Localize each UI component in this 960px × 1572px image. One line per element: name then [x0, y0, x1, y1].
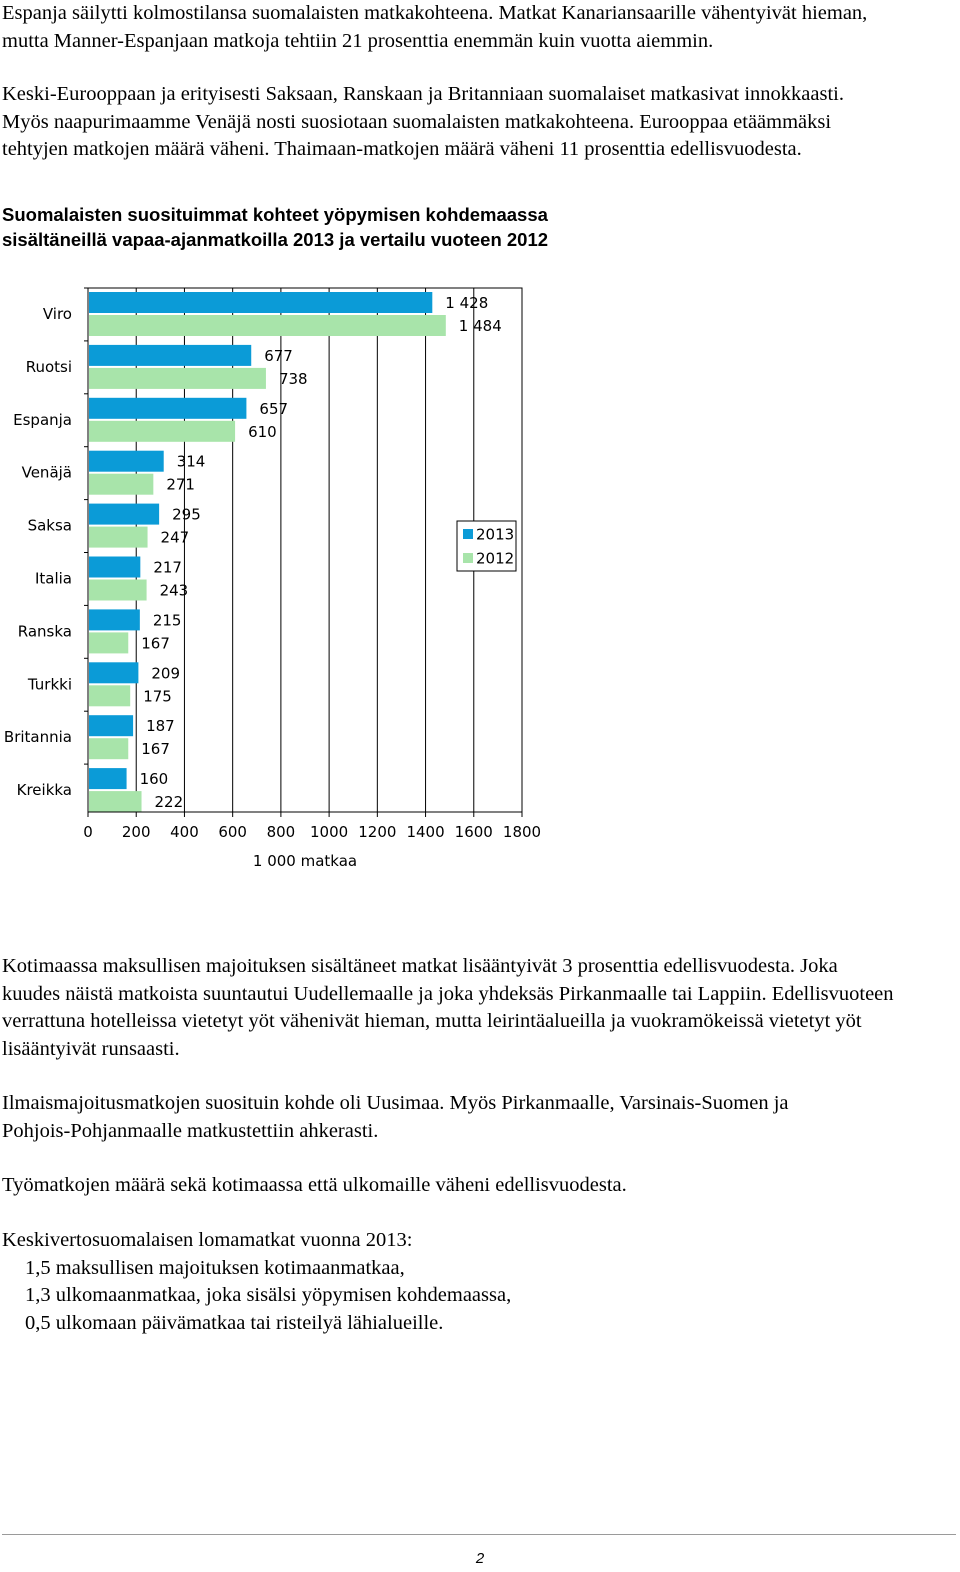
data-label: 271 [166, 475, 195, 494]
bar-2012 [89, 527, 148, 548]
x-tick-label: 1200 [358, 823, 397, 841]
data-label: 1 484 [458, 317, 502, 335]
category-label: Saksa [27, 516, 72, 535]
text-line: Ilmaismajoitusmatkojen suosituin kohde oli Uusimaa. Myös Pirkanmaalle, Varsinais-Suomen ja [2, 1092, 789, 1114]
category-label: Viro [42, 305, 72, 323]
data-label: 167 [141, 634, 170, 653]
bar-2012 [89, 474, 153, 495]
bar-2012 [89, 421, 235, 442]
text-line: tehtyjen matkojen määrä väheni. Thaimaan-matkojen määrä väheni 11 prosenttia edellisvuodesta. [2, 138, 802, 160]
data-label: 657 [259, 399, 289, 418]
bar-2012 [89, 315, 446, 336]
data-label: 215 [152, 611, 182, 630]
chart-title-line: sisältäneillä vapaa-ajanmatkoilla 2013 ja vertailu vuoteen 2012 [2, 229, 549, 250]
category-label: Italia [34, 569, 72, 588]
chart-title [2, 202, 548, 252]
bar-2013 [89, 292, 432, 313]
chart-axes [4, 288, 541, 870]
europe-paragraph [2, 81, 958, 164]
data-label: 222 [154, 793, 184, 812]
data-label: 247 [160, 528, 190, 547]
page-number: 2 [475, 1550, 485, 1567]
data-label: 738 [278, 369, 308, 388]
bar-2013 [89, 557, 140, 578]
average-item: 0,5 ulkomaan päivämatkaa tai risteilyä lähialueille. [25, 1311, 444, 1334]
average-item: 1,3 ulkomaanmatkaa, joka sisälsi yöpymisen kohdemaassa, [25, 1284, 512, 1306]
category-label: Ranska [17, 622, 72, 641]
free-lodging-paragraph [2, 1090, 958, 1145]
bar-2013 [89, 609, 140, 630]
data-label: 175 [143, 687, 172, 706]
text-line: Espanja säilytti kolmostilansa suomalaisten matkakohteena. Matkat Kanariansaarille vähentyivät hieman, [2, 2, 868, 24]
category-label: Espanja [13, 410, 72, 429]
bar-2012 [89, 632, 128, 653]
category-label: Turkki [27, 675, 72, 694]
work-trips-paragraph [2, 1172, 958, 1200]
text-line: verrattuna hotelleissa vietetyt yöt vähenivät hieman, mutta leirintäalueilla ja vuokramökeissä vietetyt yöt [2, 1010, 862, 1032]
bar-2013 [89, 768, 127, 789]
bar-2013 [89, 504, 159, 525]
chart-legend [457, 521, 516, 571]
text-line: lisääntyivät runsaasti. [2, 1037, 180, 1060]
x-tick-label: 200 [121, 823, 151, 841]
text-line: mutta Manner-Espanjaan matkoja tehtiin 21 prosenttia enemmän kuin vuotta aiemmin. [2, 29, 714, 52]
bar-2012 [89, 738, 128, 759]
average-traveller-paragraph [2, 1227, 958, 1337]
category-label: Ruotsi [25, 357, 72, 376]
text-line: Myös naapurimaamme Venäjä nosti suosiotaan suomalaisten matkakohteena. Eurooppaa etäämmäksi [2, 110, 832, 133]
data-label: 217 [153, 558, 182, 577]
legend-label: 2013 [476, 525, 515, 544]
category-label: Britannia [3, 728, 72, 747]
x-tick-label: 1000 [310, 823, 349, 841]
x-tick-label: 1400 [406, 823, 445, 841]
data-label: 243 [159, 581, 189, 600]
destinations-bar-chart [0, 260, 560, 880]
x-tick-label: 400 [170, 823, 199, 841]
intro-paragraph [2, 0, 958, 55]
data-label: 160 [139, 770, 169, 789]
text-line: Pohjois-Pohjanmaalle matkustettiin ahkerasti. [2, 1119, 379, 1142]
data-label: 167 [141, 740, 170, 759]
data-label: 610 [248, 422, 277, 441]
data-label: 1 428 [445, 294, 489, 312]
text-line: Keski-Eurooppaan ja erityisesti Saksaan, Ranskaan ja Britanniaan suomalaiset matkasivat innokkaasti. [2, 83, 844, 105]
legend-swatch-2012 [463, 553, 473, 563]
chart-title-line: Suomalaisten suosituimmat kohteet yöpymisen kohdemaassa [2, 204, 548, 225]
bar-2012 [89, 368, 266, 389]
text-line: kuudes näistä matkoista suuntautui Uudellemaalle ja joka yhdeksäs Pirkanmaalle tai Lappiin. Edellisvuoteen [2, 982, 894, 1005]
data-label: 677 [264, 346, 293, 365]
data-label: 314 [176, 452, 206, 471]
category-label: Venäjä [21, 463, 72, 482]
domestic-paragraph [2, 953, 958, 1063]
data-label: 209 [151, 664, 181, 683]
footer-divider [2, 1534, 956, 1535]
legend-swatch-2013 [463, 529, 473, 539]
bar-2013 [89, 662, 138, 683]
x-tick-label: 0 [83, 823, 93, 841]
x-axis-title: 1 000 matkaa [252, 852, 358, 870]
x-tick-label: 1600 [454, 823, 493, 841]
category-label: Kreikka [16, 781, 72, 800]
bar-2012 [89, 580, 147, 601]
average-item: 1,5 maksullisen majoituksen kotimaanmatkaa, [25, 1256, 405, 1279]
bar-2013 [89, 345, 251, 366]
data-label: 187 [146, 717, 175, 736]
bar-2012 [89, 685, 130, 706]
bar-2013 [89, 715, 133, 736]
bar-2013 [89, 451, 164, 472]
bar-2012 [89, 791, 142, 812]
chart-bars [89, 292, 502, 812]
data-label: 295 [172, 505, 201, 524]
legend-label: 2012 [476, 549, 515, 568]
text-line: Kotimaassa maksullisen majoituksen sisältäneet matkat lisääntyivät 3 prosenttia edellisvuodesta. Joka [2, 955, 838, 977]
text-line: Työmatkojen määrä sekä kotimaassa että ulkomaille väheni edellisvuodesta. [2, 1174, 627, 1196]
x-tick-label: 800 [266, 823, 296, 841]
x-tick-label: 1800 [502, 823, 542, 841]
bar-2013 [89, 398, 246, 419]
average-heading: Keskivertosuomalaisen lomamatkat vuonna 2013: [2, 1229, 413, 1251]
x-tick-label: 600 [218, 823, 247, 841]
